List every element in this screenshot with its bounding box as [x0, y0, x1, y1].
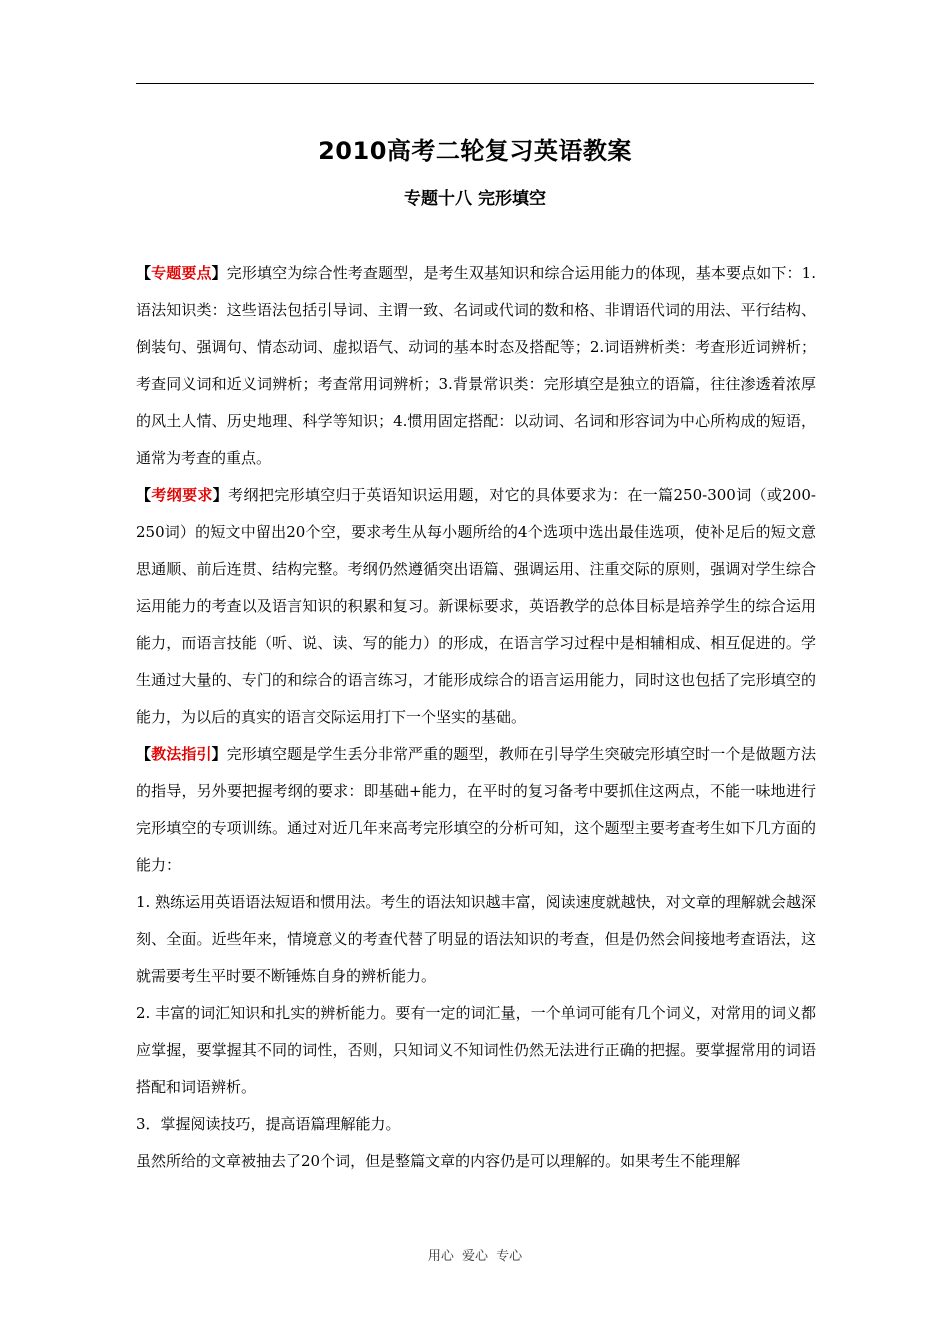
- point-1: 1. 熟练运用英语语法短语和惯用法。考生的语法知识越丰富，阅读速度就越快，对文章的理解就会越深刻、全面。近些年来，情境意义的考查代替了明显的语法知识的考查，但是仍然会间接地考查语法，这就需要考生平时要不断锤炼自身的辨析能力。: [136, 893, 816, 985]
- section-label: 【考纲要求】: [136, 486, 229, 504]
- header-rule: [136, 83, 814, 84]
- section-teaching-guide: [136, 736, 816, 884]
- section-text: 考纲把完形填空归于英语知识运用题，对它的具体要求为：在一篇250-300词（或200-250词）的短文中留出20个空，要求考生从每小题所给的4个选项中选出最佳选项，使补足后的短文意思通顺、前后连贯、结构完整。考纲仍然遵循突出语篇、强调运用、注重交际的原则，强调对学生综合运用能力的考查以及语言知识的积累和复习。新课标要求，英语教学的总体目标是培养学生的综合运用能力，而语言技能（听、说、读、写的能力）的形成，在语言学习过程中是相辅相成、相互促进的。学生通过大量的、专门的和综合的语言练习，才能形成综合的语言运用能力，同时这也包括了完形填空的能力，为以后的真实的语言交际运用打下一个坚实的基础。: [136, 486, 816, 726]
- document-body: [136, 255, 816, 1180]
- page-title: 2010高考二轮复习英语教案: [318, 137, 632, 165]
- section-syllabus: [136, 477, 816, 736]
- section-label: 【教法指引】: [136, 745, 227, 763]
- closing-paragraph: 虽然所给的文章被抽去了20个词，但是整篇文章的内容仍是可以理解的。如果考生不能理解: [136, 1152, 741, 1170]
- section-label: 【专题要点】: [136, 264, 227, 282]
- page-subtitle: 专题十八 完形填空: [404, 189, 546, 209]
- section-topic-points: [136, 255, 816, 477]
- page-footer: 用心 爱心 专心: [427, 1249, 523, 1264]
- point-3: 3．掌握阅读技巧，提高语篇理解能力。: [136, 1115, 401, 1133]
- point-2: 2. 丰富的词汇知识和扎实的辨析能力。要有一定的词汇量，一个单词可能有几个词义，对常用的词义都应掌握，要掌握其不同的词性，否则，只知词义不知词性仍然无法进行正确的把握。要掌握常用的词语搭配和词语辨析。: [136, 1004, 816, 1096]
- section-text: 完形填空题是学生丢分非常严重的题型，教师在引导学生突破完形填空时一个是做题方法的指导，另外要把握考纲的要求：即基础+能力，在平时的复习备考中要抓住这两点，不能一味地进行完形填空的专项训练。通过对近几年来高考完形填空的分析可知，这个题型主要考查考生如下几方面的能力：: [136, 745, 816, 874]
- section-text: 完形填空为综合性考查题型，是考生双基知识和综合运用能力的体现，基本要点如下：1.语法知识类：这些语法包括引导词、主谓一致、名词或代词的数和格、非谓语代词的用法、平行结构、倒装句、强调句、情态动词、虚拟语气、动词的基本时态及搭配等；2.词语辨析类：考查形近词辨析；考查同义词和近义词辨析；考查常用词辨析；3.背景常识类：完形填空是独立的语篇，往往渗透着浓厚的风土人情、历史地理、科学等知识；4.惯用固定搭配：以动词、名词和形容词为中心所构成的短语，通常为考查的重点。: [136, 264, 816, 467]
